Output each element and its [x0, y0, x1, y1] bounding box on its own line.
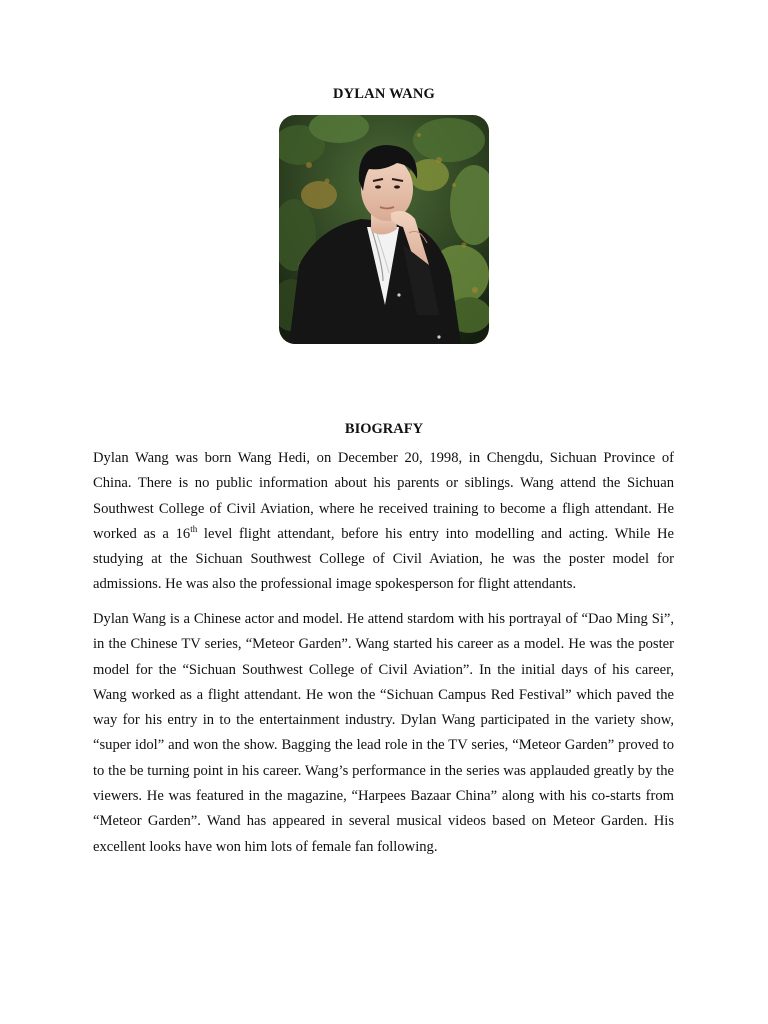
paragraph-1-text-b: level flight attendant, before his entry into modelling and acting. While He studying at the Sichuan Southwest College of Civil Aviation, he was the poster model for admissions. He was also the professional image spokesperson for flight attendants. [93, 525, 674, 593]
portrait-photo [279, 115, 489, 344]
paragraph-1-text-a: Dylan Wang was born Wang Hedi, on December 20, 1998, in Chengdu, Sichuan Province of China. There is no public information about his parents or siblings. Wang attend the Sichuan Southwest College of Civil Aviation, where he received training to become a fligh attendant. He worked as a 16 [93, 450, 674, 542]
section-heading-biography: BIOGRAFY [344, 421, 424, 437]
ordinal-superscript: th [190, 523, 198, 534]
biography-paragraph-1 [93, 446, 674, 598]
biography-paragraph-2: Dylan Wang is a Chinese actor and model. He attend stardom with his portrayal of “Dao Ming Si”, in the Chinese TV series, “Meteor Garden”. Wang started his career as a model. He was the poster model for the “Sichuan Southwest College of Civil Aviation”. In the initial days of his career, Wang worked as a flight attendant. He won the “Sichuan Campus Red Festival” which paved the way for his entry in to the entertainment industry. Dylan Wang participated in the variety show, “super idol” and won the show. Bagging the lead role in the TV series, “Meteor Garden” proved to to the be turning point in his career. Wang’s performance in the series was applauded greatly by the viewers. He was featured in the magazine, “Harpees Bazaar China” along with his co-starts from “Meteor Garden”. Wand has appeared in several musical videos based on Meteor Garden. His excellent looks have won him lots of female fan following. [93, 611, 674, 855]
document-title: DYLAN WANG [332, 86, 436, 102]
